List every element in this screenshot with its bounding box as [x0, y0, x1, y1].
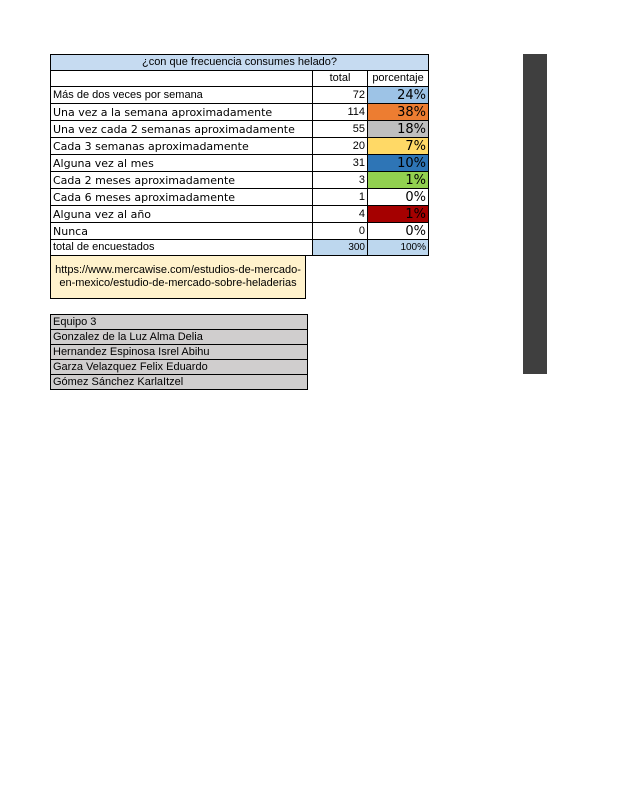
row-total: 114: [313, 104, 368, 121]
row-total: 20: [313, 138, 368, 155]
row-total: 31: [313, 155, 368, 172]
total-percent: 100%: [368, 240, 429, 256]
row-percent: 10%: [368, 155, 429, 172]
table-row: [51, 138, 429, 155]
table-row: [51, 189, 429, 206]
row-label: Alguna vez al mes: [51, 155, 313, 172]
row-label: Cada 2 meses aproximadamente: [51, 172, 313, 189]
row-percent: 1%: [368, 206, 429, 223]
row-total: 3: [313, 172, 368, 189]
row-percent: 7%: [368, 138, 429, 155]
table-row: [51, 206, 429, 223]
row-label: Alguna vez al año: [51, 206, 313, 223]
row-total: 55: [313, 121, 368, 138]
list-item: [51, 345, 308, 360]
table-row: [51, 104, 429, 121]
team-member: Gómez Sánchez KarlaItzel: [51, 375, 308, 390]
source-url[interactable]: [50, 255, 306, 299]
row-percent: 38%: [368, 104, 429, 121]
row-total: 1: [313, 189, 368, 206]
team-name-row: [51, 315, 308, 330]
table-row: [51, 172, 429, 189]
team-name: Equipo 3: [51, 315, 308, 330]
row-label: Más de dos veces por semana: [51, 87, 313, 104]
list-item: [51, 360, 308, 375]
survey-title-row: [51, 55, 429, 71]
table-row: [51, 155, 429, 172]
row-label: Cada 3 semanas aproximadamente: [51, 138, 313, 155]
team-member: Garza Velazquez Felix Eduardo: [51, 360, 308, 375]
side-dark-bar: [523, 54, 547, 374]
list-item: [51, 330, 308, 345]
table-row: [51, 121, 429, 138]
row-total: 4: [313, 206, 368, 223]
total-label: total de encuestados: [51, 240, 313, 256]
row-percent: 0%: [368, 223, 429, 240]
header-empty-cell: [51, 71, 313, 87]
row-label: Una vez a la semana aproximadamente: [51, 104, 313, 121]
row-label: Nunca: [51, 223, 313, 240]
row-percent: 1%: [368, 172, 429, 189]
team-member: Hernandez Espinosa Isrel Abihu: [51, 345, 308, 360]
team-member: Gonzalez de la Luz Alma Delia: [51, 330, 308, 345]
total-count: 300: [313, 240, 368, 256]
row-total: 0: [313, 223, 368, 240]
source-url-text[interactable]: https://www.mercawise.com/estudios-de-mercado-en-mexico/estudio-de-mercado-sobre-heladerias: [55, 264, 301, 289]
table-row: [51, 223, 429, 240]
row-total: 72: [313, 87, 368, 104]
list-item: [51, 375, 308, 390]
total-row: [51, 240, 429, 256]
header-row: [51, 71, 429, 87]
team-table: [50, 314, 308, 390]
header-total: total: [313, 71, 368, 87]
row-percent: 0%: [368, 189, 429, 206]
row-percent: 18%: [368, 121, 429, 138]
row-label: Una vez cada 2 semanas aproximadamente: [51, 121, 313, 138]
header-percent: porcentaje: [368, 71, 429, 87]
row-percent: 24%: [368, 87, 429, 104]
table-row: [51, 87, 429, 104]
row-label: Cada 6 meses aproximadamente: [51, 189, 313, 206]
survey-table: [50, 54, 429, 256]
survey-title: ¿con que frecuencia consumes helado?: [51, 55, 429, 71]
